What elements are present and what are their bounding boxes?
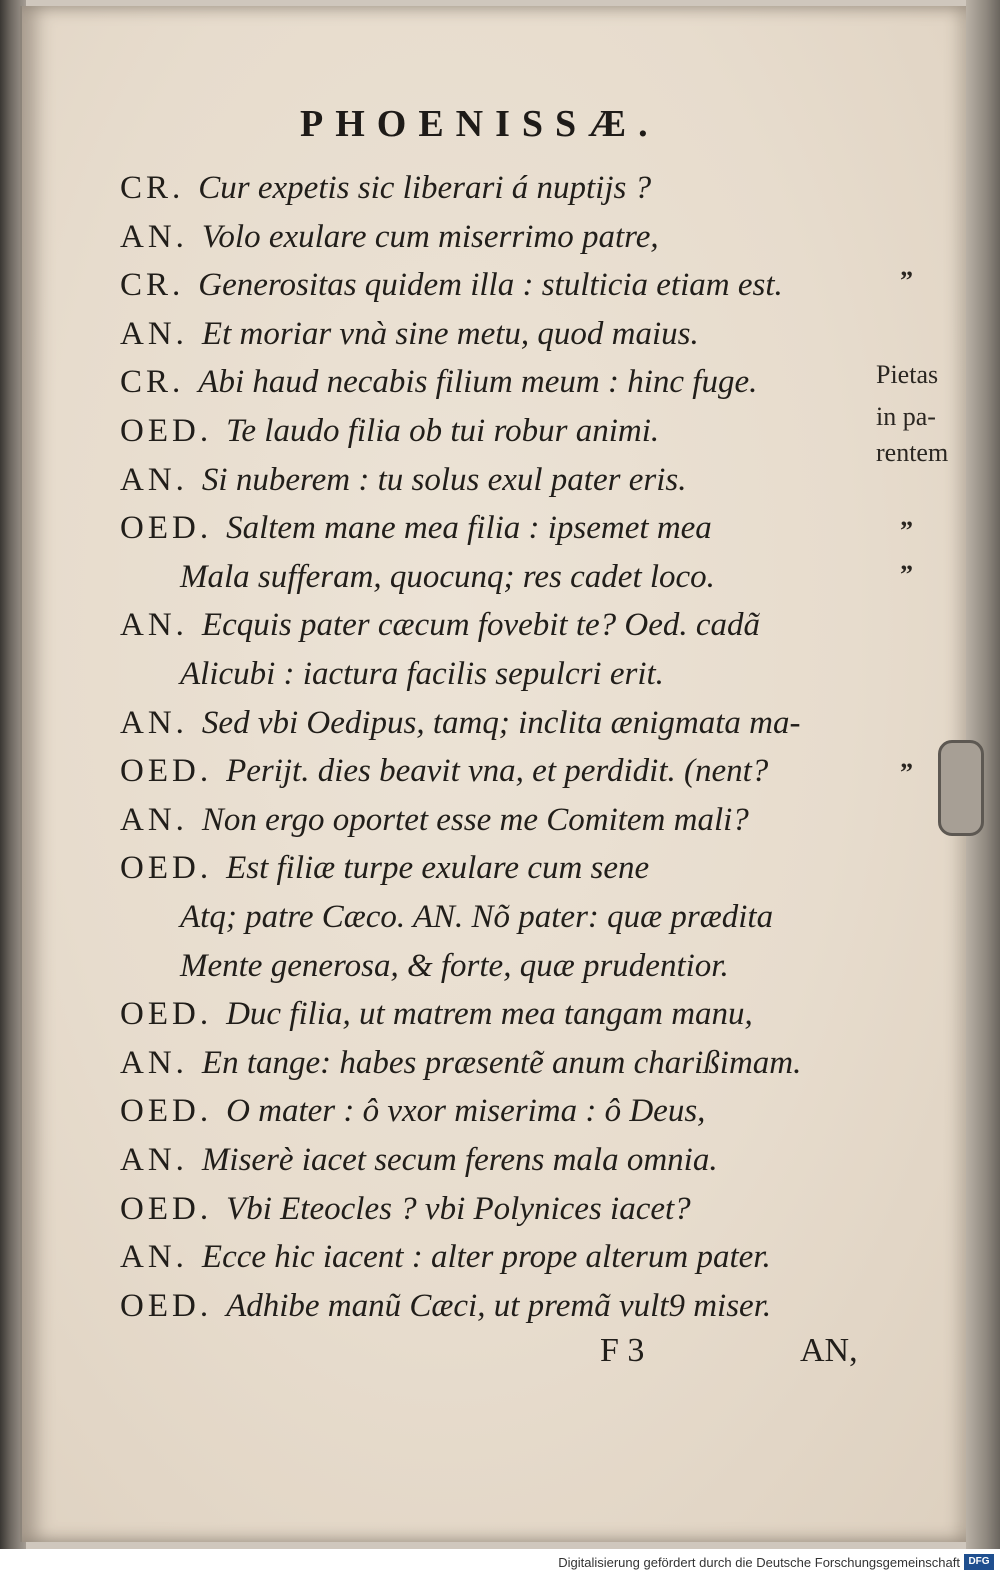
- verse-line: [120, 265, 783, 305]
- speaker-label: OED.: [120, 1288, 213, 1324]
- margin-note-line: in pa-: [876, 402, 936, 431]
- verse-line: [120, 460, 686, 500]
- verse-line: [180, 557, 715, 597]
- verse-line: [180, 946, 729, 986]
- verse-line: [120, 605, 760, 645]
- speaker-label: AN.: [120, 219, 188, 255]
- verse-line: [120, 1286, 771, 1326]
- speaker-label: CR.: [120, 364, 185, 400]
- running-head: PHOENISSÆ.: [300, 103, 660, 145]
- verse-line: [120, 217, 659, 257]
- speaker-label: AN.: [120, 316, 188, 352]
- verse-line: [180, 654, 664, 694]
- verse-line: [120, 703, 800, 743]
- verse-text: Et moriar vnà sine metu, quod maius.: [201, 316, 699, 352]
- speaker-label: OED.: [120, 1093, 213, 1129]
- speaker-label: CR.: [120, 170, 185, 206]
- speaker-label: AN.: [120, 1142, 188, 1178]
- verse-line: [120, 362, 757, 402]
- verse-line: [180, 897, 773, 937]
- verse-text: Perijt. dies beavit vna, et perdidit. (nent?: [226, 753, 769, 789]
- verse-line: [120, 314, 699, 354]
- verse-line: [120, 411, 659, 451]
- speaker-label: AN.: [120, 607, 188, 643]
- speaker-label: AN.: [120, 1239, 188, 1275]
- speaker-label: AN.: [120, 462, 188, 498]
- margin-note-line: rentem: [876, 438, 949, 467]
- speaker-label: OED.: [120, 753, 213, 789]
- verse-text: Duc filia, ut matrem mea tangam manu,: [226, 996, 753, 1032]
- quotation-mark: ”: [900, 516, 913, 545]
- verse-text: Te laudo filia ob tui robur animi.: [226, 413, 660, 449]
- verse-text: Mente generosa, & forte, quæ prudentior.: [180, 948, 729, 984]
- speaker-label: OED.: [120, 996, 213, 1032]
- verse-text: Non ergo oportet esse me Comitem mali?: [201, 802, 749, 838]
- verse-text: Ecce hic iacent : alter prope alterum pater.: [201, 1239, 771, 1275]
- verse-text: Vbi Eteocles ? vbi Polynices iacet?: [226, 1191, 691, 1227]
- signature-mark: F 3: [600, 1332, 645, 1369]
- speaker-label: OED.: [120, 510, 213, 546]
- footer-bar: [0, 1549, 1000, 1577]
- verse-line: [120, 800, 749, 840]
- verse-text: Ecquis pater cæcum fovebit te? Oed. cadã: [201, 607, 761, 643]
- book-clasp: [938, 740, 984, 836]
- verse-text: Abi haud necabis filium meum : hinc fuge.: [198, 364, 758, 400]
- speaker-label: CR.: [120, 267, 185, 303]
- verse-text: Alicubi : iactura facilis sepulcri erit.: [180, 656, 664, 692]
- verse-line: [120, 994, 753, 1034]
- verse-text: Generositas quidem illa : stulticia etiam est.: [198, 267, 783, 303]
- footer-credit: Digitalisierung gefördert durch die Deutsche Forschungsgemeinschaft: [558, 1555, 960, 1570]
- verse-line: [120, 168, 651, 208]
- verse-line: [120, 508, 712, 548]
- verse-text: O mater : ô vxor miserima : ô Deus,: [226, 1093, 706, 1129]
- speaker-label: AN.: [120, 1045, 188, 1081]
- speaker-label: AN.: [120, 802, 188, 838]
- verse-line: [120, 1140, 718, 1180]
- verse-line: [120, 848, 649, 888]
- verse-text: Si nuberem : tu solus exul pater eris.: [201, 462, 687, 498]
- speaker-label: OED.: [120, 1191, 213, 1227]
- verse-text: Cur expetis sic liberari á nuptijs ?: [198, 170, 652, 206]
- verse-line: [120, 1043, 801, 1083]
- verse-text: Miserè iacet secum ferens mala omnia.: [201, 1142, 718, 1178]
- speaker-label: OED.: [120, 850, 213, 886]
- margin-note-line: Pietas: [876, 360, 939, 389]
- verse-text: Mala sufferam, quocunq; res cadet loco.: [180, 559, 715, 595]
- verse-text: Volo exulare cum miserrimo patre,: [201, 219, 659, 255]
- dfg-logo: DFG: [964, 1554, 994, 1570]
- quotation-mark: ”: [900, 758, 913, 787]
- verse-text: En tange: habes præsentẽ anum charißimam.: [201, 1045, 802, 1081]
- verse-text: Est filiæ turpe exulare cum sene: [226, 850, 650, 886]
- verse-line: [120, 1189, 691, 1229]
- verse-line: [120, 1091, 705, 1131]
- verse-text: Sed vbi Oedipus, tamq; inclita ænigmata ma-: [201, 705, 801, 741]
- verse-text: Adhibe manũ Cæci, ut premã vult9 miser.: [226, 1288, 772, 1324]
- speaker-label: OED.: [120, 413, 213, 449]
- verse-text: Saltem mane mea filia : ipsemet mea: [226, 510, 712, 546]
- quotation-mark: ”: [900, 266, 913, 295]
- speaker-label: AN.: [120, 705, 188, 741]
- verse-line: [120, 1237, 771, 1277]
- verse-line: [120, 751, 768, 791]
- verse-text: Atq; patre Cæco. AN. Nõ pater: quæ prædita: [180, 899, 774, 935]
- quotation-mark: ”: [900, 560, 913, 589]
- catchword: AN,: [800, 1332, 858, 1369]
